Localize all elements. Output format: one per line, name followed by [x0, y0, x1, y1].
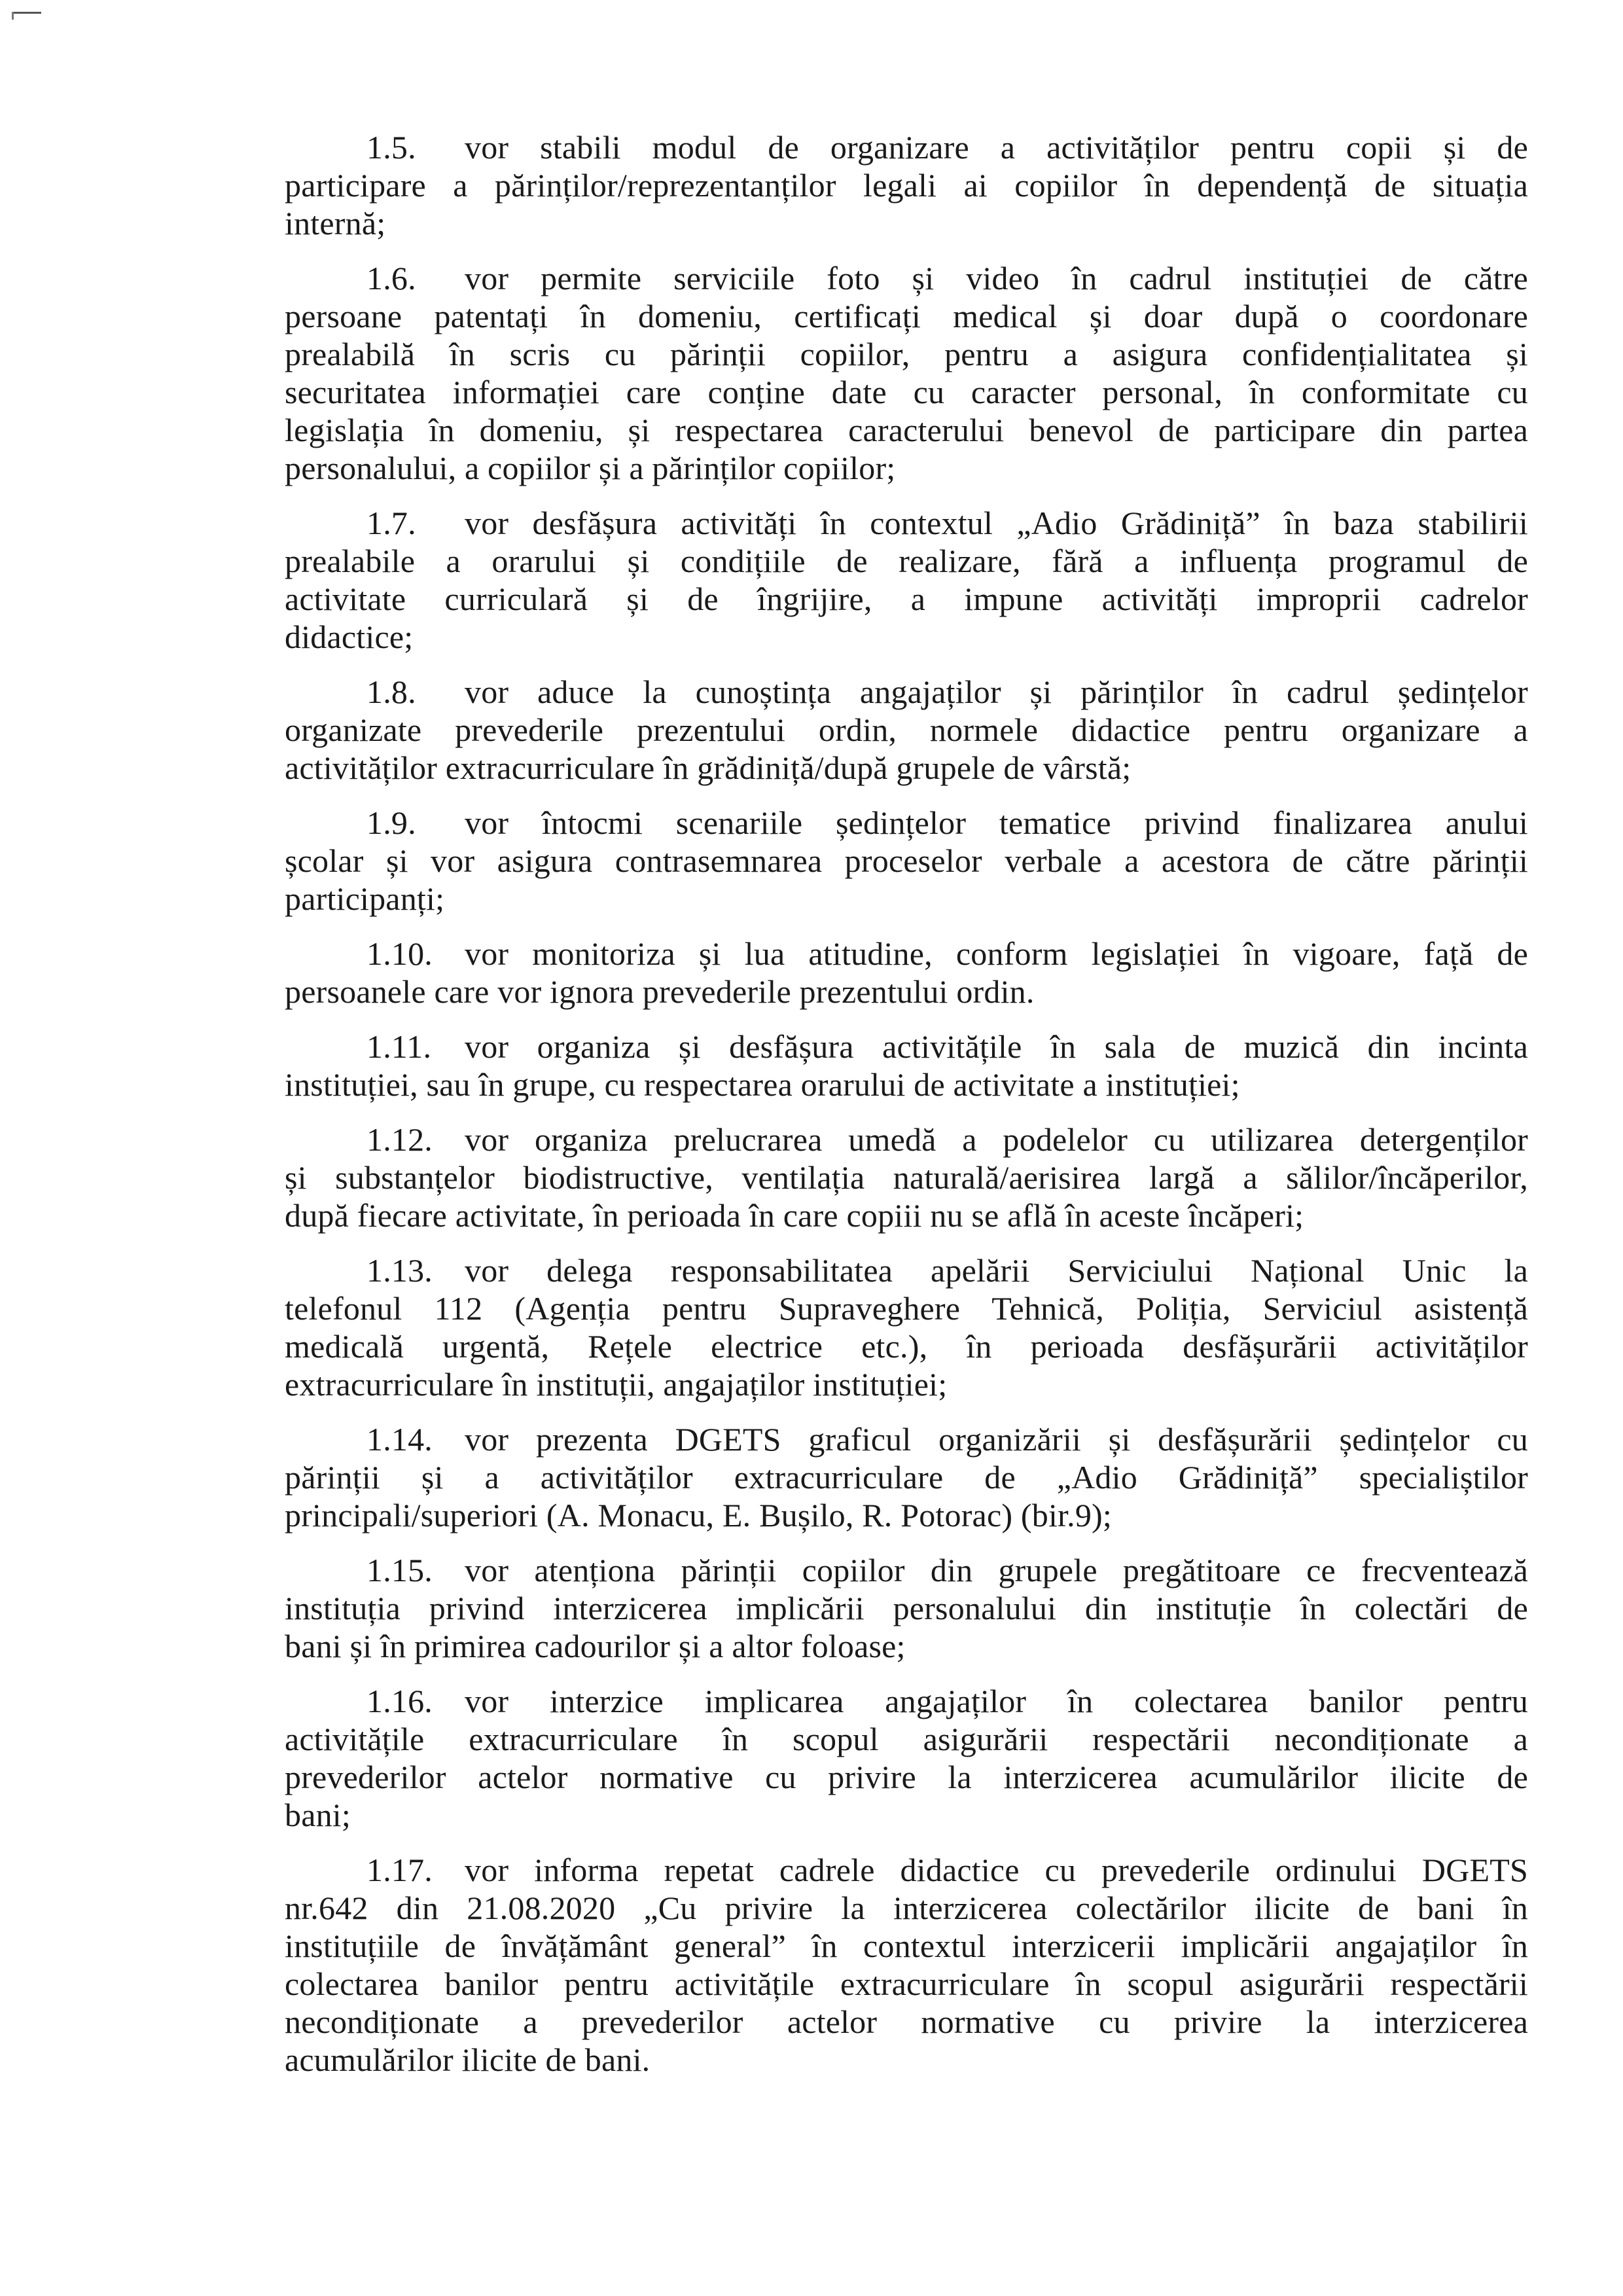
text-line — [285, 297, 1528, 335]
line-text: vor organiza prelucrarea umedă a podelelor cu utilizarea detergenților — [465, 1121, 1528, 1158]
text-line — [285, 1066, 1528, 1103]
text-line — [285, 335, 1528, 373]
text-line — [285, 373, 1528, 411]
text-line — [285, 1327, 1528, 1365]
text-line — [285, 2003, 1528, 2041]
text-line — [285, 1458, 1528, 1496]
text-line — [285, 1496, 1528, 1534]
line-text: vor aduce la cunoștința angajaților și părinților în cadrul ședințelor — [465, 673, 1528, 710]
line-text: bani; — [285, 1797, 351, 1833]
text-line — [285, 1196, 1528, 1234]
paragraph-item — [285, 1551, 1528, 1665]
text-line — [285, 504, 1528, 542]
paragraph-number: 1.12. — [366, 1121, 433, 1158]
line-text: securitatea informației care conține date cu caracter personal, în conformitate cu — [285, 374, 1528, 410]
text-line — [285, 1420, 1528, 1458]
paragraph-item — [285, 804, 1528, 918]
line-text: vor întocmi scenariile ședințelor tematice privind finalizarea anului — [465, 804, 1528, 841]
text-line — [285, 711, 1528, 749]
paragraph-item — [285, 673, 1528, 787]
text-line — [285, 1589, 1528, 1627]
line-text: necondiționate a prevederilor actelor normative cu privire la interzicerea — [285, 2003, 1528, 2040]
line-text: vor delega responsabilitatea apelării Serviciului Național Unic la — [465, 1252, 1528, 1289]
text-line — [285, 842, 1528, 880]
paragraph-item — [285, 259, 1528, 487]
line-text: persoanele care vor ignora prevederile prezentului ordin. — [285, 973, 1035, 1010]
paragraph-number: 1.16. — [366, 1683, 433, 1719]
text-line — [285, 880, 1528, 918]
line-text: persoane patentați în domeniu, certificați medical și doar după o coordonare — [285, 298, 1528, 334]
paragraph-item — [285, 935, 1528, 1011]
line-text: activitate curriculară și de îngrijire, a impune activități improprii cadrelor — [285, 581, 1528, 617]
line-text: medicală urgentă, Rețele electrice etc.), în perioada desfășurării activităților — [285, 1328, 1528, 1365]
text-line — [285, 1158, 1528, 1196]
paragraph-number: 1.5. — [366, 129, 416, 166]
text-line — [285, 128, 1528, 166]
line-text: vor stabili modul de organizare a activităților pentru copii și de — [465, 129, 1528, 166]
line-text: nr.642 din 21.08.2020 „Cu privire la interzicerea colectărilor ilicite de bani în — [285, 1890, 1528, 1926]
line-text: vor atenționa părinții copiilor din grupele pregătitoare ce frecventează — [465, 1552, 1528, 1588]
line-text: vor desfășura activități în contextul „Adio Grădiniță” în baza stabilirii — [465, 505, 1528, 541]
line-text: participanți; — [285, 880, 445, 917]
line-text: activitățile extracurriculare în scopul asigurării respectării necondiționate a — [285, 1721, 1528, 1757]
text-line — [285, 673, 1528, 711]
text-line — [285, 618, 1528, 656]
scan-corner-mark — [12, 12, 41, 14]
text-line — [285, 1927, 1528, 1965]
paragraph-item — [285, 1121, 1528, 1234]
paragraph-number: 1.17. — [366, 1852, 433, 1888]
line-text: vor monitoriza și lua atitudine, conform legislației în vigoare, față de — [465, 935, 1528, 972]
paragraph-item — [285, 1851, 1528, 2079]
paragraph-item — [285, 1251, 1528, 1403]
paragraph-number: 1.11. — [366, 1028, 432, 1065]
text-line — [285, 749, 1528, 787]
text-line — [285, 973, 1528, 1011]
paragraph-number: 1.13. — [366, 1252, 433, 1289]
text-line — [285, 166, 1528, 204]
line-text: legislația în domeniu, și respectarea caracterului benevol de participare din partea — [285, 412, 1528, 448]
text-line — [285, 2041, 1528, 2079]
text-line — [285, 259, 1528, 297]
paragraph-number: 1.6. — [366, 260, 416, 296]
text-line — [285, 935, 1528, 973]
line-text: prealabile a orarului și condițiile de realizare, fără a influența programul de — [285, 543, 1528, 579]
text-line — [285, 542, 1528, 580]
document-body — [285, 128, 1528, 2096]
text-line — [285, 1289, 1528, 1327]
line-text: vor interzice implicarea angajaților în colectarea banilor pentru — [465, 1683, 1528, 1719]
paragraph-number: 1.8. — [366, 673, 416, 710]
text-line — [285, 1251, 1528, 1289]
paragraph-number: 1.14. — [366, 1421, 433, 1458]
line-text: vor prezenta DGETS graficul organizării și desfășurării ședințelor cu — [465, 1421, 1528, 1458]
line-text: vor informa repetat cadrele didactice cu prevederile ordinului DGETS — [465, 1852, 1528, 1888]
paragraph-item — [285, 128, 1528, 242]
line-text: după fiecare activitate, în perioada în care copiii nu se află în aceste încăperi; — [285, 1197, 1304, 1234]
line-text: instituțiile de învățământ general” în contextul interzicerii implicării angajaților în — [285, 1928, 1528, 1964]
line-text: instituției, sau în grupe, cu respectarea orarului de activitate a instituției; — [285, 1066, 1240, 1103]
line-text: participare a părinților/reprezentanților legali ai copiilor în dependență de situația — [285, 167, 1528, 204]
paragraph-item — [285, 504, 1528, 656]
line-text: acumulărilor ilicite de bani. — [285, 2041, 651, 2078]
line-text: didactice; — [285, 619, 414, 655]
paragraph-item — [285, 1682, 1528, 1834]
paragraph-number: 1.7. — [366, 505, 416, 541]
paragraph-number: 1.15. — [366, 1552, 433, 1588]
text-line — [285, 1796, 1528, 1834]
line-text: instituția privind interzicerea implicării personalului din instituție în colectări de — [285, 1590, 1528, 1626]
text-line — [285, 1682, 1528, 1720]
line-text: prevederilor actelor normative cu privire la interzicerea acumulărilor ilicite de — [285, 1759, 1528, 1795]
line-text: telefonul 112 (Agenția pentru Supraveghere Tehnică, Poliția, Serviciul asistență — [285, 1290, 1528, 1327]
line-text: personalului, a copiilor și a părinților copiilor; — [285, 450, 896, 486]
line-text: și substanțelor biodistructive, ventilația naturală/aerisirea largă a sălilor/încăperilor, — [285, 1159, 1528, 1196]
text-line — [285, 411, 1528, 449]
text-line — [285, 580, 1528, 618]
line-text: activităților extracurriculare în grădiniță/după grupele de vârstă; — [285, 749, 1132, 786]
paragraph-number: 1.9. — [366, 804, 416, 841]
line-text: principali/superiori (A. Monacu, E. Bușilo, R. Potorac) (bir.9); — [285, 1497, 1112, 1534]
line-text: părinții și a activităților extracurriculare de „Adio Grădiniță” specialiștilor — [285, 1459, 1528, 1496]
text-line — [285, 1627, 1528, 1665]
text-line — [285, 1365, 1528, 1403]
paragraph-number: 1.10. — [366, 935, 433, 972]
text-line — [285, 1851, 1528, 1889]
text-line — [285, 1758, 1528, 1796]
text-line — [285, 804, 1528, 842]
text-line — [285, 204, 1528, 242]
line-text: bani și în primirea cadourilor și a altor foloase; — [285, 1628, 906, 1664]
text-line — [285, 1720, 1528, 1758]
text-line — [285, 1551, 1528, 1589]
line-text: organizate prevederile prezentului ordin, normele didactice pentru organizare a — [285, 711, 1528, 748]
line-text: colectarea banilor pentru activitățile extracurriculare în scopul asigurării respectării — [285, 1965, 1528, 2002]
line-text: extracurriculare în instituții, angajaților instituției; — [285, 1366, 948, 1403]
paragraph-item — [285, 1420, 1528, 1534]
line-text: școlar și vor asigura contrasemnarea proceselor verbale a acestora de către părinții — [285, 842, 1528, 879]
line-text: internă; — [285, 205, 386, 242]
text-line — [285, 1889, 1528, 1927]
line-text: vor permite serviciile foto și video în cadrul instituției de către — [465, 260, 1528, 296]
text-line — [285, 1028, 1528, 1066]
paragraph-item — [285, 1028, 1528, 1103]
line-text: prealabilă în scris cu părinții copiilor, pentru a asigura confidențialitatea și — [285, 336, 1528, 372]
text-line — [285, 1121, 1528, 1158]
text-line — [285, 1965, 1528, 2003]
text-line — [285, 449, 1528, 487]
line-text: vor organiza și desfășura activitățile în sala de muzică din incinta — [465, 1028, 1528, 1065]
